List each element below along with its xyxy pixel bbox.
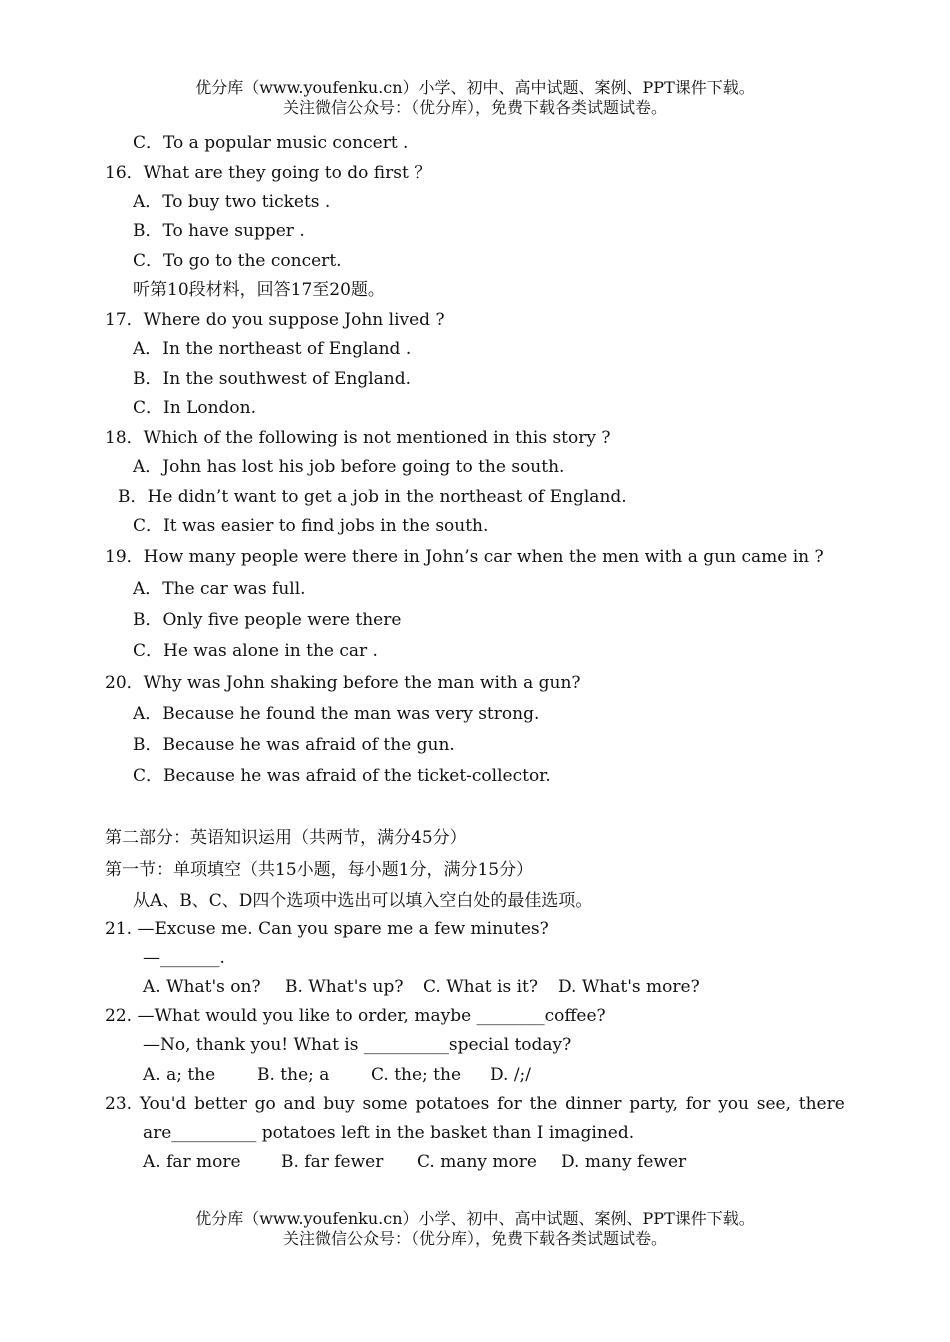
listening-instruction-10: 听第10段材料，回答17至20题。	[133, 280, 385, 300]
q20-option-b: B．Because he was afraid of the gun.	[133, 735, 455, 755]
q23-word: for	[685, 1094, 711, 1114]
q23-word: better	[194, 1094, 247, 1114]
q18-option-b: B．He didn’t want to get a job in the northeast of England.	[118, 487, 627, 507]
q23-line-2: are__________ potatoes left in the basket than I imagined.	[143, 1123, 635, 1143]
q22-line-1: 22. —What would you like to order, maybe ________coffee?	[105, 1006, 606, 1026]
q23-word: 23.	[105, 1094, 133, 1114]
q22-options	[143, 1064, 531, 1086]
q19-stem: 19．How many people were there in John’s car when the men with a gun came in ?	[105, 547, 824, 567]
q19-option-a: A．The car was full.	[133, 579, 306, 599]
q23-option-c: C. many more	[417, 1152, 537, 1172]
part2-section1-title: 第一节：单项填空（共15小题，每小题1分，满分15分）	[105, 860, 534, 880]
q15-option-c: C．To a popular music concert .	[133, 133, 409, 153]
part2-instruction: 从A、B、C、D四个选项中选出可以填入空白处的最佳选项。	[133, 891, 593, 911]
q23-option-a: A. far more	[143, 1152, 241, 1172]
q23-word: potatoes	[415, 1094, 490, 1114]
q23-option-b: B. far fewer	[281, 1152, 384, 1172]
q18-stem: 18．Which of the following is not mentioned in this story ?	[105, 428, 611, 448]
q21-line-2: —_______.	[143, 948, 225, 968]
q21-option-a: A. What's on?	[143, 977, 261, 997]
q17-option-b: B．In the southwest of England.	[133, 369, 412, 389]
q23-word: dinner	[565, 1094, 622, 1114]
q22-option-b: B. the; a	[257, 1065, 330, 1085]
q22-line-2: —No, thank you! What is __________special today?	[143, 1035, 572, 1055]
q23-word: go	[254, 1094, 276, 1114]
q21-option-b: B. What's up?	[285, 977, 404, 997]
part2-title: 第二部分：英语知识运用（共两节，满分45分）	[105, 828, 467, 848]
q16-stem: 16．What are they going to do first ？	[105, 163, 432, 183]
q17-stem: 17．Where do you suppose John lived ?	[105, 310, 445, 330]
q17-option-c: C．In London.	[133, 398, 257, 418]
q20-option-c: C．Because he was afraid of the ticket-collector.	[133, 766, 551, 786]
q23-word: and	[283, 1094, 316, 1114]
q18-option-c: C．It was easier to find jobs in the south.	[133, 516, 489, 536]
q16-option-b: B．To have supper .	[133, 221, 305, 241]
q23-word: see,	[756, 1094, 791, 1114]
q23-word: you	[718, 1094, 749, 1114]
q23-word: there	[798, 1094, 845, 1114]
q16-option-a: A．To buy two tickets .	[133, 192, 331, 212]
q22-option-a: A. a; the	[143, 1065, 216, 1085]
q23-options	[143, 1151, 686, 1173]
q21-option-d: D. What's more?	[558, 977, 700, 997]
q20-option-a: A．Because he found the man was very strong.	[133, 704, 540, 724]
q21-options	[143, 976, 700, 998]
q23-word: buy	[323, 1094, 355, 1114]
q23-word: the	[529, 1094, 558, 1114]
page-footer-line-1: 优分库（www.youfenku.cn）小学、初中、高中试题、案例、PPT课件下载。	[195, 1209, 755, 1228]
q23-word: some	[362, 1094, 408, 1114]
q23-word: party,	[629, 1094, 678, 1114]
q21-line-1: 21. —Excuse me. Can you spare me a few minutes?	[105, 919, 549, 939]
q23-option-d: D. many fewer	[561, 1152, 687, 1172]
q19-option-b: B．Only five people were there	[133, 610, 402, 630]
page-header-line-2: 关注微信公众号：（优分库），免费下载各类试题试卷。	[282, 98, 667, 117]
q20-stem: 20．Why was John shaking before the man with a gun?	[105, 673, 581, 693]
q23-word: You'd	[139, 1094, 187, 1114]
q22-option-d: D. /;/	[490, 1065, 532, 1085]
page-header-line-1: 优分库（www.youfenku.cn）小学、初中、高中试题、案例、PPT课件下载。	[195, 78, 755, 97]
q23-line-1	[105, 1093, 845, 1115]
q21-option-c: C. What is it?	[423, 977, 538, 997]
q16-option-c: C．To go to the concert.	[133, 251, 342, 271]
page-footer-line-2: 关注微信公众号：（优分库），免费下载各类试题试卷。	[282, 1229, 667, 1248]
q17-option-a: A．In the northeast of England .	[133, 339, 412, 359]
q18-option-a: A．John has lost his job before going to the south.	[133, 457, 565, 477]
q23-word: for	[497, 1094, 522, 1114]
q19-option-c: C．He was alone in the car .	[133, 641, 378, 661]
q22-option-c: C. the; the	[371, 1065, 462, 1085]
